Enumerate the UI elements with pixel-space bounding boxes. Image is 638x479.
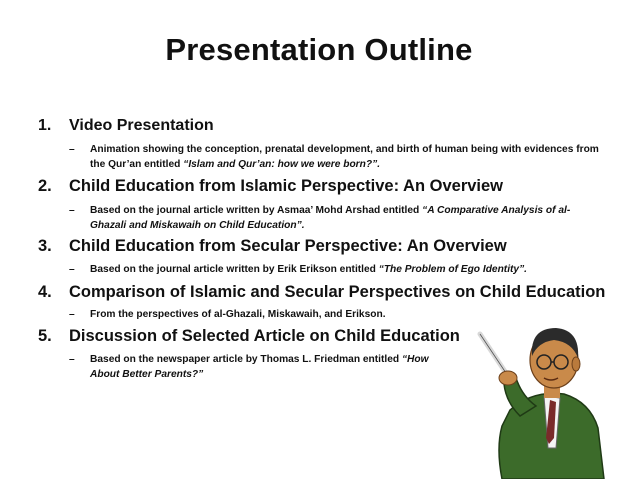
subpoint-text: Based on the journal article written by Asmaa’ Mohd Arshad entitled	[90, 205, 423, 216]
subpoint-text: Based on the newspaper article by Thomas L. Friedman entitled	[90, 354, 402, 365]
dash-bullet: –	[69, 205, 75, 216]
item-number: 5.	[38, 327, 52, 345]
item-subpoint	[69, 203, 594, 233]
subpoint-title: “The Problem of Ego Identity”.	[378, 264, 528, 275]
subpoint-text: Animation showing the conception, prenatal development, and birth of human being with evidences from the Qur’an entitled	[90, 144, 599, 170]
subpoint-title: “Islam and Qur’an: how we were born?”.	[183, 159, 381, 170]
item-heading: Child Education from Secular Perspective: An Overview	[69, 237, 507, 255]
subpoint-text: Based on the journal article written by Erik Erikson entitled	[90, 264, 379, 275]
subpoint-text: From the perspectives of al-Ghazali, Miskawaih, and Erikson.	[90, 309, 386, 320]
item-subpoint	[69, 142, 599, 172]
teacher-with-pointer-icon	[440, 298, 620, 479]
item-number: 4.	[38, 283, 52, 301]
subpoint-title: “How About Better Parents?”	[90, 354, 429, 380]
slide-title: Presentation Outline	[165, 32, 473, 67]
subpoint-title: “A Comparative Analysis of al-Ghazali and Miskawaih on Child Education”.	[90, 205, 571, 231]
dash-bullet: –	[69, 309, 75, 320]
pointer-outline	[480, 334, 508, 376]
item-subpoint	[69, 262, 629, 277]
item-number: 2.	[38, 177, 52, 195]
dash-bullet: –	[69, 354, 75, 365]
hand	[499, 371, 517, 385]
item-heading: Child Education from Islamic Perspective: An Overview	[69, 177, 504, 195]
item-subpoint	[69, 307, 489, 322]
item-subpoint	[69, 352, 449, 382]
item-heading: Video Presentation	[69, 117, 214, 134]
dash-bullet: –	[69, 264, 75, 275]
dash-bullet: –	[69, 144, 75, 155]
ear	[572, 357, 580, 371]
item-number: 1.	[38, 117, 52, 134]
item-number: 3.	[38, 237, 52, 255]
item-heading: Comparison of Islamic and Secular Perspectives on Child Education	[69, 283, 606, 301]
item-heading: Discussion of Selected Article on Child Education	[69, 327, 460, 345]
